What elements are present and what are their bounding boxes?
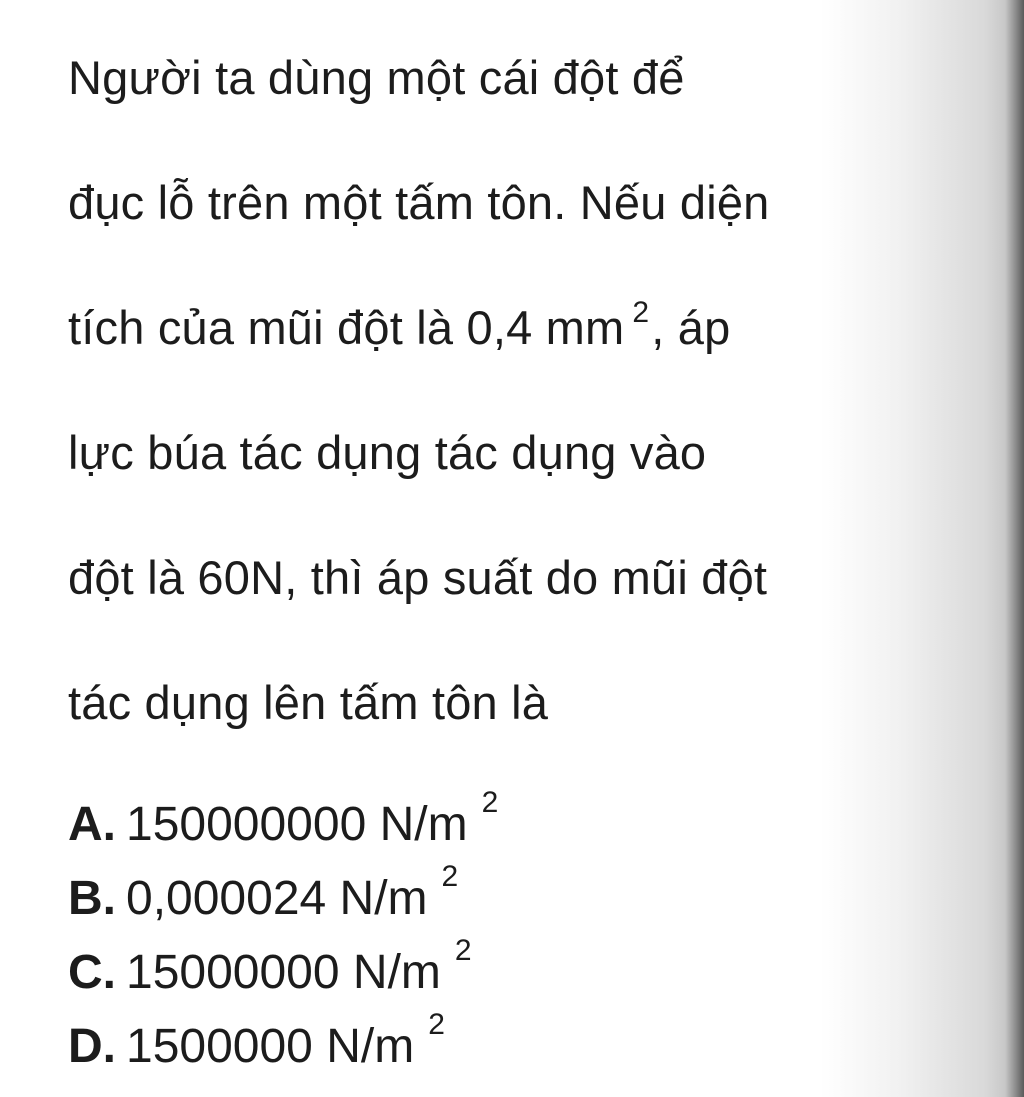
question-text xyxy=(68,38,968,788)
option-value: 15000000 N/m xyxy=(126,946,441,999)
answer-option-d[interactable] xyxy=(68,1010,968,1084)
question-line: Người ta dùng một cái đột để xyxy=(68,51,685,104)
unit-superscript: 2 xyxy=(481,786,499,819)
question-line: lực búa tác dụng tác dụng vào xyxy=(68,426,707,479)
option-letter: D. xyxy=(68,1020,116,1073)
unit-superscript: 2 xyxy=(441,860,459,893)
option-value: 0,000024 N/m xyxy=(126,872,428,925)
answer-option-b[interactable] xyxy=(68,862,968,936)
answer-option-c[interactable] xyxy=(68,936,968,1010)
question-line: tác dụng lên tấm tôn là xyxy=(68,676,549,729)
area-superscript: 2 xyxy=(632,296,650,329)
question-line-with-area xyxy=(68,288,968,413)
unit-superscript: 2 xyxy=(454,934,472,967)
option-value: 150000000 N/m xyxy=(126,798,468,851)
option-letter: B. xyxy=(68,872,116,925)
answer-option-a[interactable] xyxy=(68,788,968,862)
question-line: đột là 60N, thì áp suất do mũi đột xyxy=(68,551,768,604)
unit-superscript: 2 xyxy=(428,1008,445,1041)
question-line-tail: , áp xyxy=(651,301,731,354)
option-letter: C. xyxy=(68,946,116,999)
answer-options xyxy=(68,788,968,1084)
option-value: 1500000 N/m xyxy=(126,1020,415,1073)
question-line-text: tích của mũi đột là 0,4 mm xyxy=(68,301,625,354)
option-letter: A. xyxy=(68,798,116,851)
question-line: đục lỗ trên một tấm tôn. Nếu diện xyxy=(68,176,770,229)
